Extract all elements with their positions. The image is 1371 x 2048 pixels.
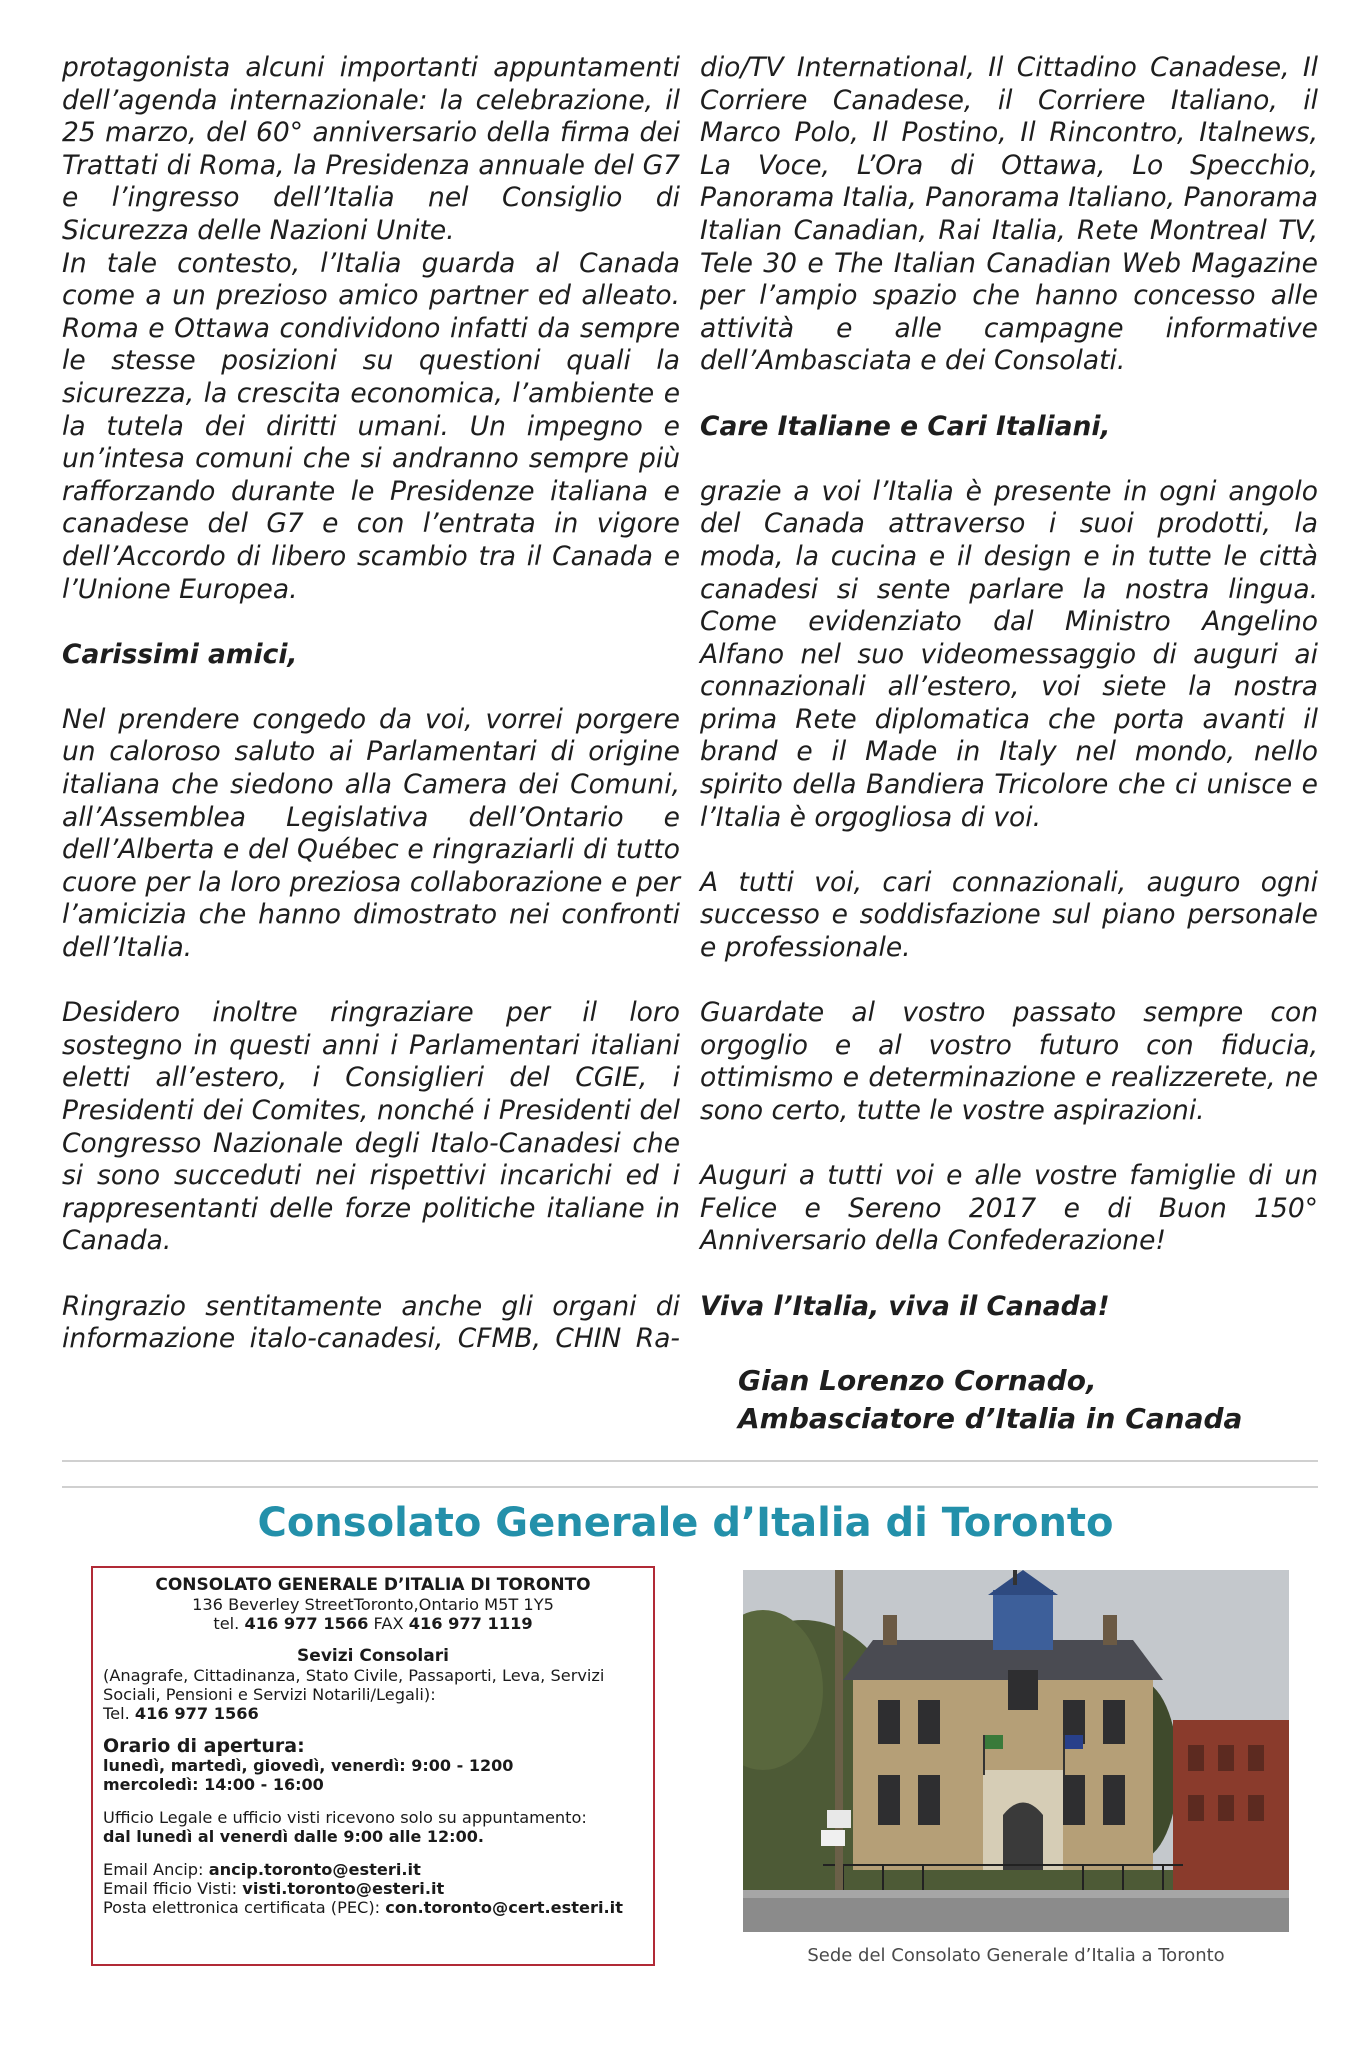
hours-title: Orario di apertura:	[103, 1735, 305, 1757]
divider	[62, 1486, 1318, 1488]
article-right-column	[700, 52, 1318, 1323]
closing-line: Viva l’Italia, viva il Canada!	[700, 1290, 1110, 1322]
paragraph: grazie a voi l’Italia è presente in ogni angolo del Canada attraverso i suoi prodotti, la moda, la cucina e il design e in tutte le città canadesi si sente parlare la nostra lingua. Come evidenziato dal Ministro Angelino Alfano nel suo videomessaggio di auguri ai connazionali all’estero, voi siete la nostra prima Rete diplomatica che porta avanti il brand e il Made in Italy nel mondo, nello spirito della Bandiera Tricolore che ci unisce e l’Italia è orgogliosa di voi.	[700, 475, 1318, 833]
paragraph: Ringrazio sentitamente anche gli organi di informazione italo-canadesi, CFMB, CHIN Ra-	[62, 1290, 680, 1355]
salutation-heading: Carissimi amici,	[62, 638, 298, 670]
signature-name: Gian Lorenzo Cornado,	[738, 1364, 1097, 1397]
fax-label: FAX	[373, 1614, 404, 1633]
legal-hours: dal lunedì al venerdì dalle 9:00 alle 12:00.	[103, 1827, 484, 1846]
paragraph: protagonista alcuni importanti appuntamenti dell’agenda internazionale: la celebrazione, il 25 marzo, del 60° anniversario della firma dei Trattati di Roma, la Presidenza annuale del G7 e l’ingresso dell’Italia nel Consiglio di Sicurezza delle Nazioni Unite.	[62, 52, 680, 246]
tel-label: tel.	[213, 1614, 240, 1633]
consulate-building-photo	[743, 1570, 1289, 1932]
info-heading: CONSOLATO GENERALE D’ITALIA DI TORONTO	[155, 1575, 591, 1595]
paragraph: In tale contesto, l’Italia guarda al Canada come a un prezioso amico partner ed alleato. Roma e Ottawa condividono infatti da sempre le stesse posizioni su questioni quali la sicurezza, la crescita economica, l’ambiente e la tutela dei diritti umani. Un impegno e un’intesa comuni che si andranno sempre più rafforzando durante le Presidenze italiana e canadese del G7 e con l’entrata in vigore dell’Accordo di libero scambio tra il Canada e l’Unione Europea.	[62, 247, 680, 605]
info-address: 136 Beverley StreetToronto,Ontario M5T 1Y5	[192, 1595, 554, 1614]
legal-text: Ufficio Legale e ufficio visti ricevono solo su appuntamento:	[103, 1808, 587, 1827]
fax-number: 416 977 1119	[408, 1614, 533, 1633]
signature-role: Ambasciatore d’Italia in Canada	[738, 1402, 1243, 1435]
consulate-info-box	[91, 1566, 655, 1966]
email-visti-link[interactable]: visti.toronto@esteri.it	[242, 1879, 445, 1898]
salutation-heading: Care Italiane e Cari Italiani,	[700, 410, 1111, 442]
tel-number: 416 977 1566	[244, 1614, 369, 1633]
services-text: (Anagrafe, Cittadinanza, Stato Civile, Passaporti, Leva, Servizi Sociali, Pensioni e Servizi Notarili/Legali):	[103, 1666, 605, 1704]
paragraph: Auguri a tutti voi e alle vostre famiglie di un Felice e Sereno 2017 e di Buon 150° Anniversario della Confederazione!	[700, 1160, 1318, 1257]
email-pec-link[interactable]: con.toronto@cert.esteri.it	[385, 1898, 623, 1917]
email-ancip: Email Ancip: ancip.toronto@esteri.it	[103, 1860, 421, 1879]
services-title: Sevizi Consolari	[297, 1646, 449, 1666]
hours-line: lunedì, martedì, giovedì, venerdì: 9:00 - 1200	[103, 1756, 514, 1775]
signature-block	[738, 1362, 1242, 1438]
hours-line: mercoledì: 14:00 - 16:00	[103, 1775, 324, 1794]
email-pec: Posta elettronica certificata (PEC): con.toronto@cert.esteri.it	[103, 1898, 623, 1917]
services-tel-number: 416 977 1566	[134, 1704, 259, 1723]
paragraph: A tutti voi, cari connazionali, auguro ogni successo e soddisfazione sul piano personale e professionale.	[700, 866, 1318, 964]
info-phone-line	[103, 1614, 643, 1633]
paragraph: Desidero inoltre ringraziare per il loro sostegno in questi anni i Parlamentari italiani eletti all’estero, i Consiglieri del CGIE, i Presidenti dei Comites, nonché i Presidenti del Congresso Nazionale degli Italo-Canadesi che si sono succeduti nei rispettivi incarichi ed i rappresentanti delle forze politiche italiane in Canada.	[62, 997, 680, 1257]
paragraph: Nel prendere congedo da voi, vorrei porgere un caloroso saluto ai Parlamentari di origine italiana che siedono alla Camera dei Comuni, all’Assemblea Legislativa dell’Ontario e dell’Alberta e del Québec e ringraziarli di tutto cuore per la loro preziosa collaborazione e per l’amicizia che hanno dimostrato nei confronti dell’Italia.	[62, 703, 680, 964]
building-image	[743, 1570, 1289, 1932]
paragraph: Guardate al vostro passato sempre con orgoglio e al vostro futuro con fiducia, ottimismo e determinazione e realizzerete, ne sono certo, tutte le vostre aspirazioni.	[700, 997, 1318, 1126]
services-phone	[103, 1704, 643, 1723]
paragraph: dio/TV International, Il Cittadino Canadese, Il Corriere Canadese, il Corriere Italiano, il Marco Polo, Il Postino, Il Rincontro, Italnews, La Voce, L’Ora di Ottawa, Lo Specchio, Panorama Italia, Panorama Italiano, Panorama Italian Canadian, Rai Italia, Rete Montreal TV, Tele 30 e The Italian Canadian Web Magazine per l’ampio spazio che hanno concesso alle attività e alle campagne informative dell’Ambasciata e dei Consolati.	[700, 52, 1318, 377]
section-title: Consolato Generale d’Italia di Toronto	[257, 1500, 1114, 1546]
article-left-column	[62, 52, 680, 1356]
email-visti: Email fficio Visti: visti.toronto@esteri.it	[103, 1879, 445, 1898]
services-tel-label: Tel.	[103, 1704, 130, 1723]
divider	[62, 1460, 1318, 1462]
email-ancip-link[interactable]: ancip.toronto@esteri.it	[208, 1860, 421, 1879]
photo-caption: Sede del Consolato Generale d’Italia a Toronto	[807, 1945, 1225, 1966]
